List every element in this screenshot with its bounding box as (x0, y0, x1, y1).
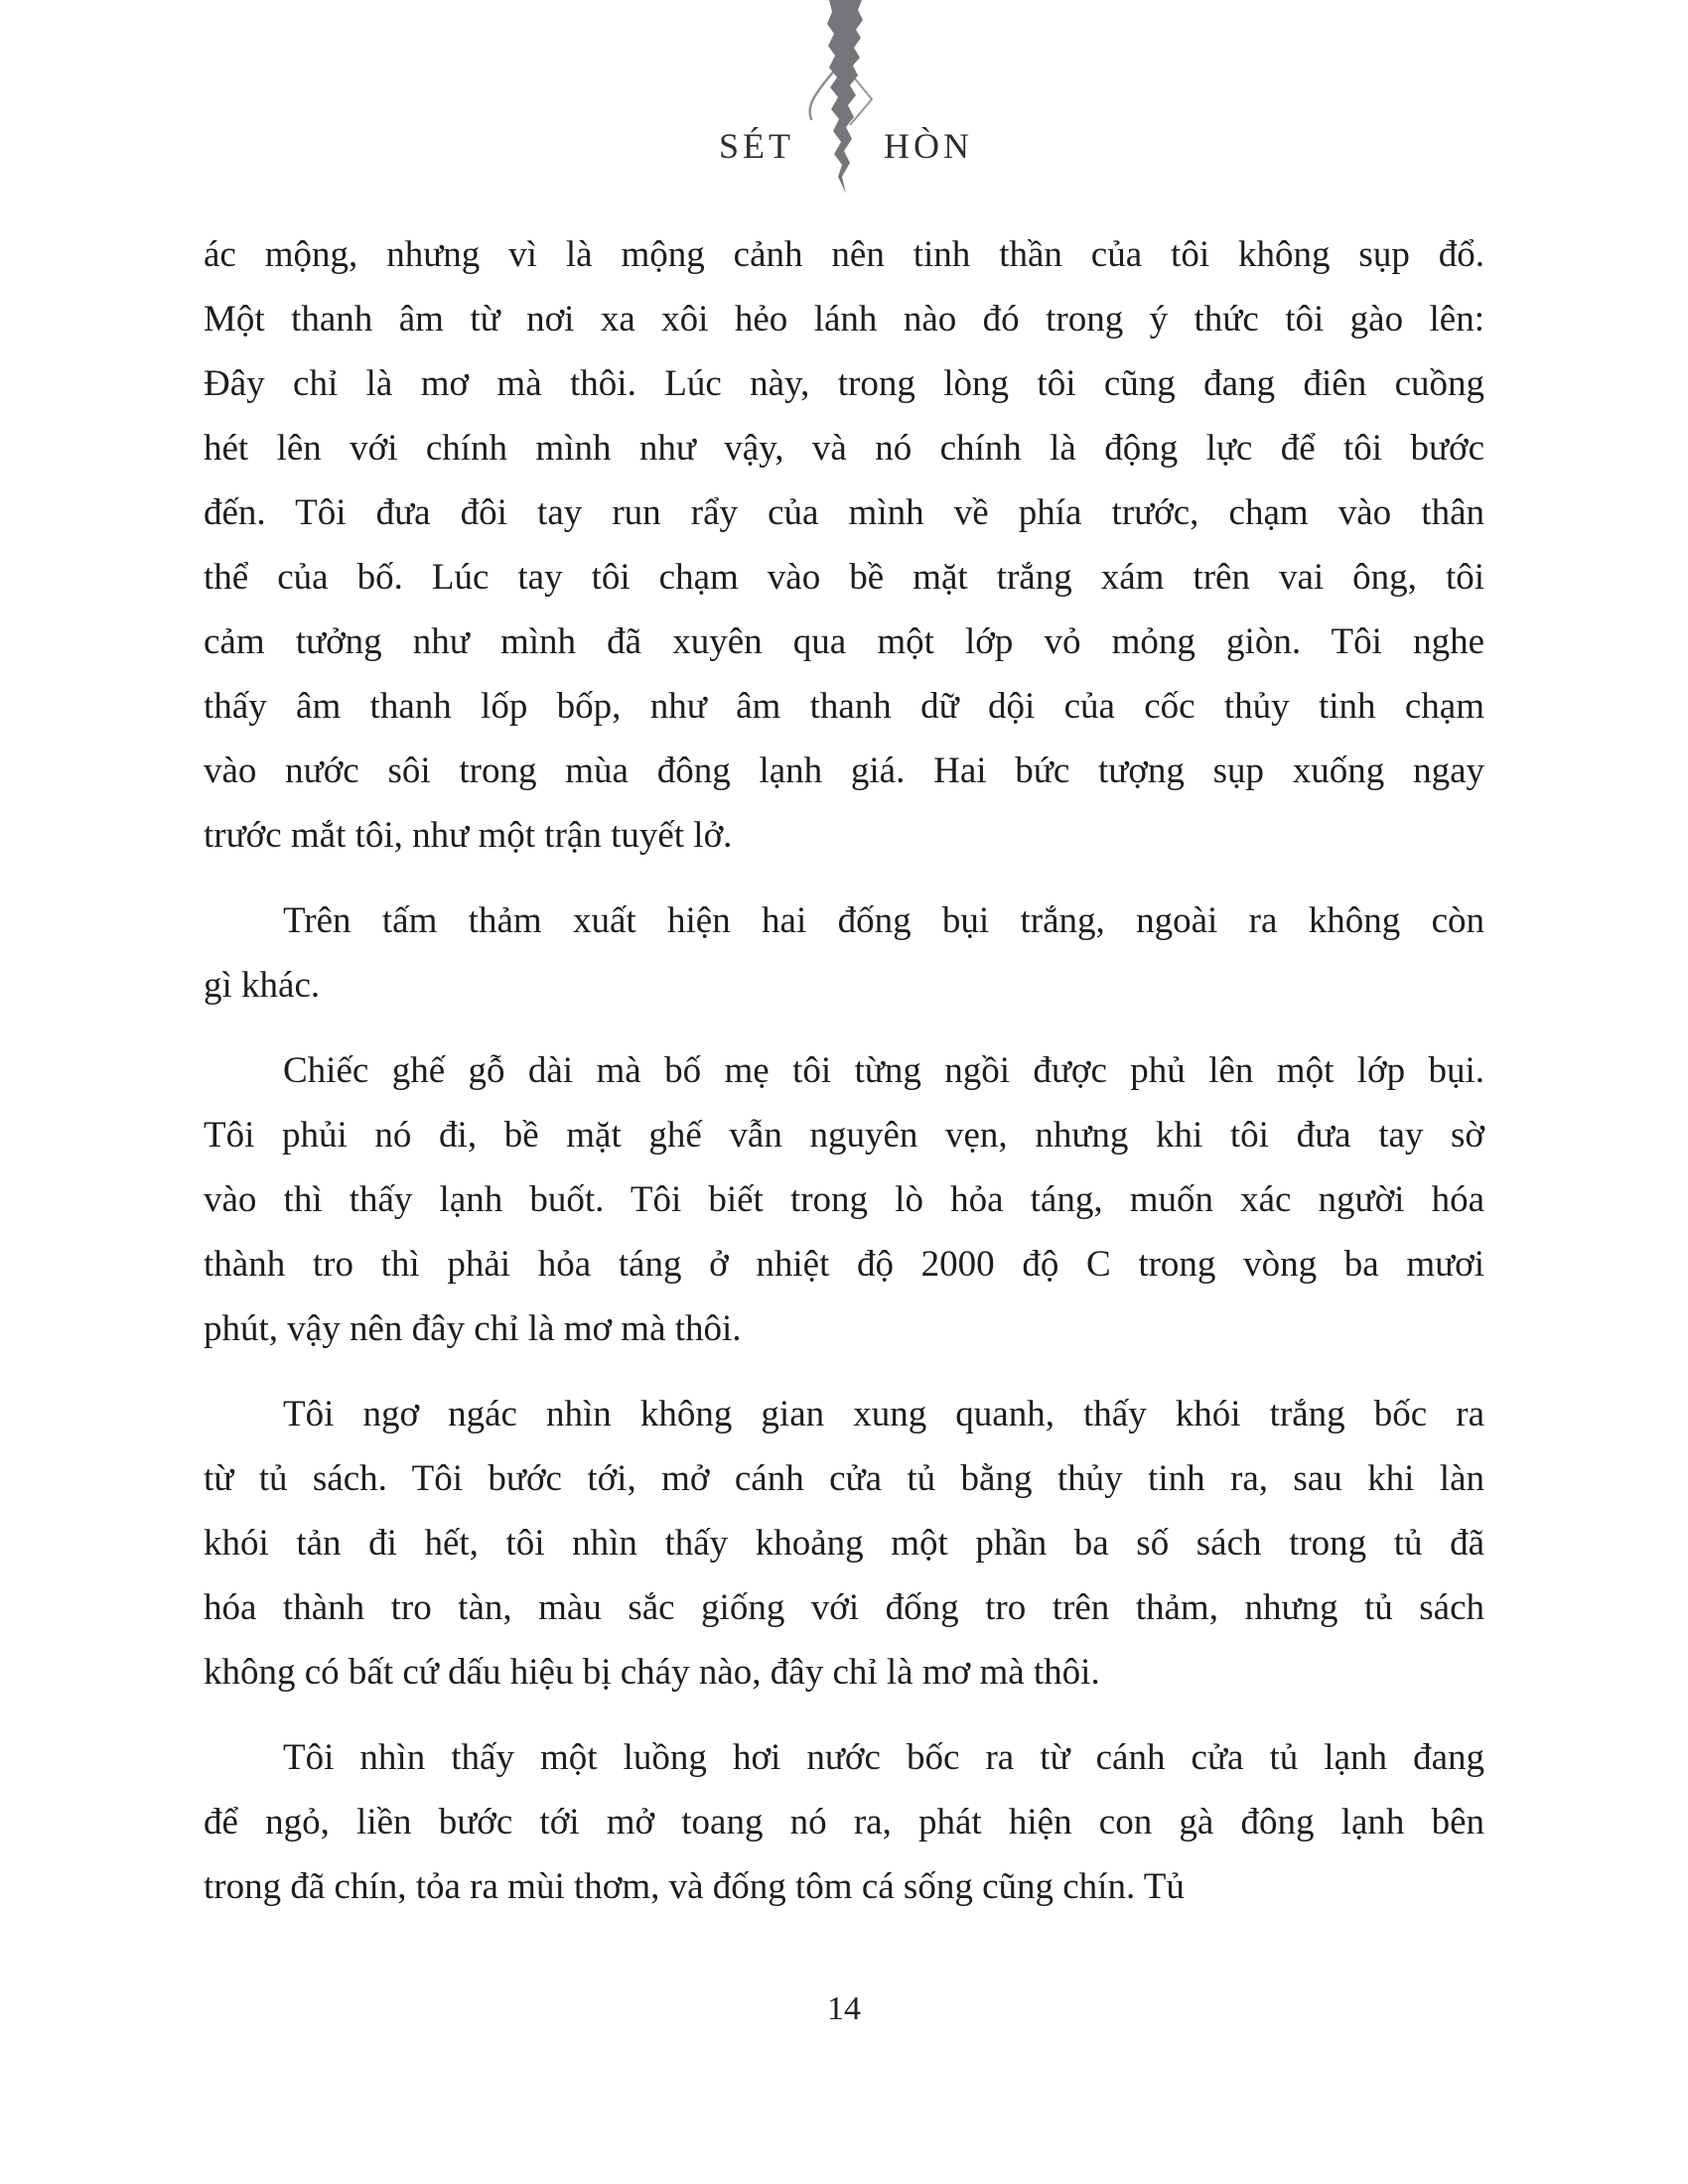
paragraph (204, 222, 1484, 868)
text-line: trước mắt tôi, như một trận tuyết lở. (204, 815, 733, 856)
text-line: Trên tấm thảm xuất hiện hai đống bụi trắng, ngoài ra không còn (283, 900, 1484, 941)
body-text (204, 222, 1484, 1919)
text-line: phút, vậy nên đây chỉ là mơ mà thôi. (204, 1308, 742, 1349)
page-number: 14 (827, 1990, 861, 2027)
text-line: hét lên với chính mình như vậy, và nó chính là động lực để tôi bước (204, 428, 1484, 469)
paragraph (204, 1382, 1484, 1705)
text-line: để ngỏ, liền bước tới mở toang nó ra, phát hiện con gà đông lạnh bên (204, 1802, 1484, 1843)
text-line: từ tủ sách. Tôi bước tới, mở cánh cửa tủ bằng thủy tinh ra, sau khi làn (204, 1458, 1484, 1499)
text-line: thể của bố. Lúc tay tôi chạm vào bề mặt trắng xám trên vai ông, tôi (204, 557, 1484, 598)
text-line: khói tản đi hết, tôi nhìn thấy khoảng một phần ba số sách trong tủ đã (204, 1523, 1484, 1564)
text-line: thấy âm thanh lốp bốp, như âm thanh dữ dội của cốc thủy tinh chạm (204, 686, 1484, 727)
text-line: vào nước sôi trong mùa đông lạnh giá. Hai bức tượng sụp xuống ngay (204, 751, 1484, 791)
text-line: không có bất cứ dấu hiệu bị cháy nào, đây chỉ là mơ mà thôi. (204, 1652, 1100, 1693)
text-line: ác mộng, nhưng vì là mộng cảnh nên tinh thần của tôi không sụp đổ. (204, 234, 1484, 275)
text-line: Tôi ngơ ngác nhìn không gian xung quanh, thấy khói trắng bốc ra (283, 1394, 1484, 1434)
text-line: Tôi nhìn thấy một luồng hơi nước bốc ra từ cánh cửa tủ lạnh đang (283, 1737, 1484, 1778)
chapter-title-left: SÉT (719, 126, 795, 166)
text-line: Một thanh âm từ nơi xa xôi hẻo lánh nào đó trong ý thức tôi gào lên: (204, 299, 1484, 340)
text-line: Tôi phủi nó đi, bề mặt ghế vẫn nguyên vẹn, nhưng khi tôi đưa tay sờ (204, 1115, 1484, 1156)
text-line: Đây chỉ là mơ mà thôi. Lúc này, trong lòng tôi cũng đang điên cuồng (204, 363, 1484, 404)
paragraph (204, 1725, 1484, 1919)
chapter-title-right: HÒN (884, 126, 973, 166)
chapter-header (0, 0, 1688, 208)
text-line: cảm tưởng như mình đã xuyên qua một lớp vỏ mỏng giòn. Tôi nghe (204, 621, 1484, 662)
text-line: thành tro thì phải hỏa táng ở nhiệt độ 2000 độ C trong vòng ba mươi (204, 1244, 1484, 1285)
text-line: trong đã chín, tỏa ra mùi thơm, và đống tôm cá sống cũng chín. Tủ (204, 1866, 1185, 1907)
text-line: gì khác. (204, 965, 321, 1006)
paragraph (204, 1038, 1484, 1361)
text-line: vào thì thấy lạnh buốt. Tôi biết trong lò hỏa táng, muốn xác người hóa (204, 1179, 1484, 1220)
text-line: Chiếc ghế gỗ dài mà bố mẹ tôi từng ngồi được phủ lên một lớp bụi. (283, 1050, 1484, 1091)
lightning-bolt-icon (784, 0, 904, 204)
text-line: hóa thành tro tàn, màu sắc giống với đống tro trên thảm, nhưng tủ sách (204, 1587, 1484, 1628)
paragraph (204, 888, 1484, 1018)
text-line: đến. Tôi đưa đôi tay run rẩy của mình về phía trước, chạm vào thân (204, 492, 1484, 533)
